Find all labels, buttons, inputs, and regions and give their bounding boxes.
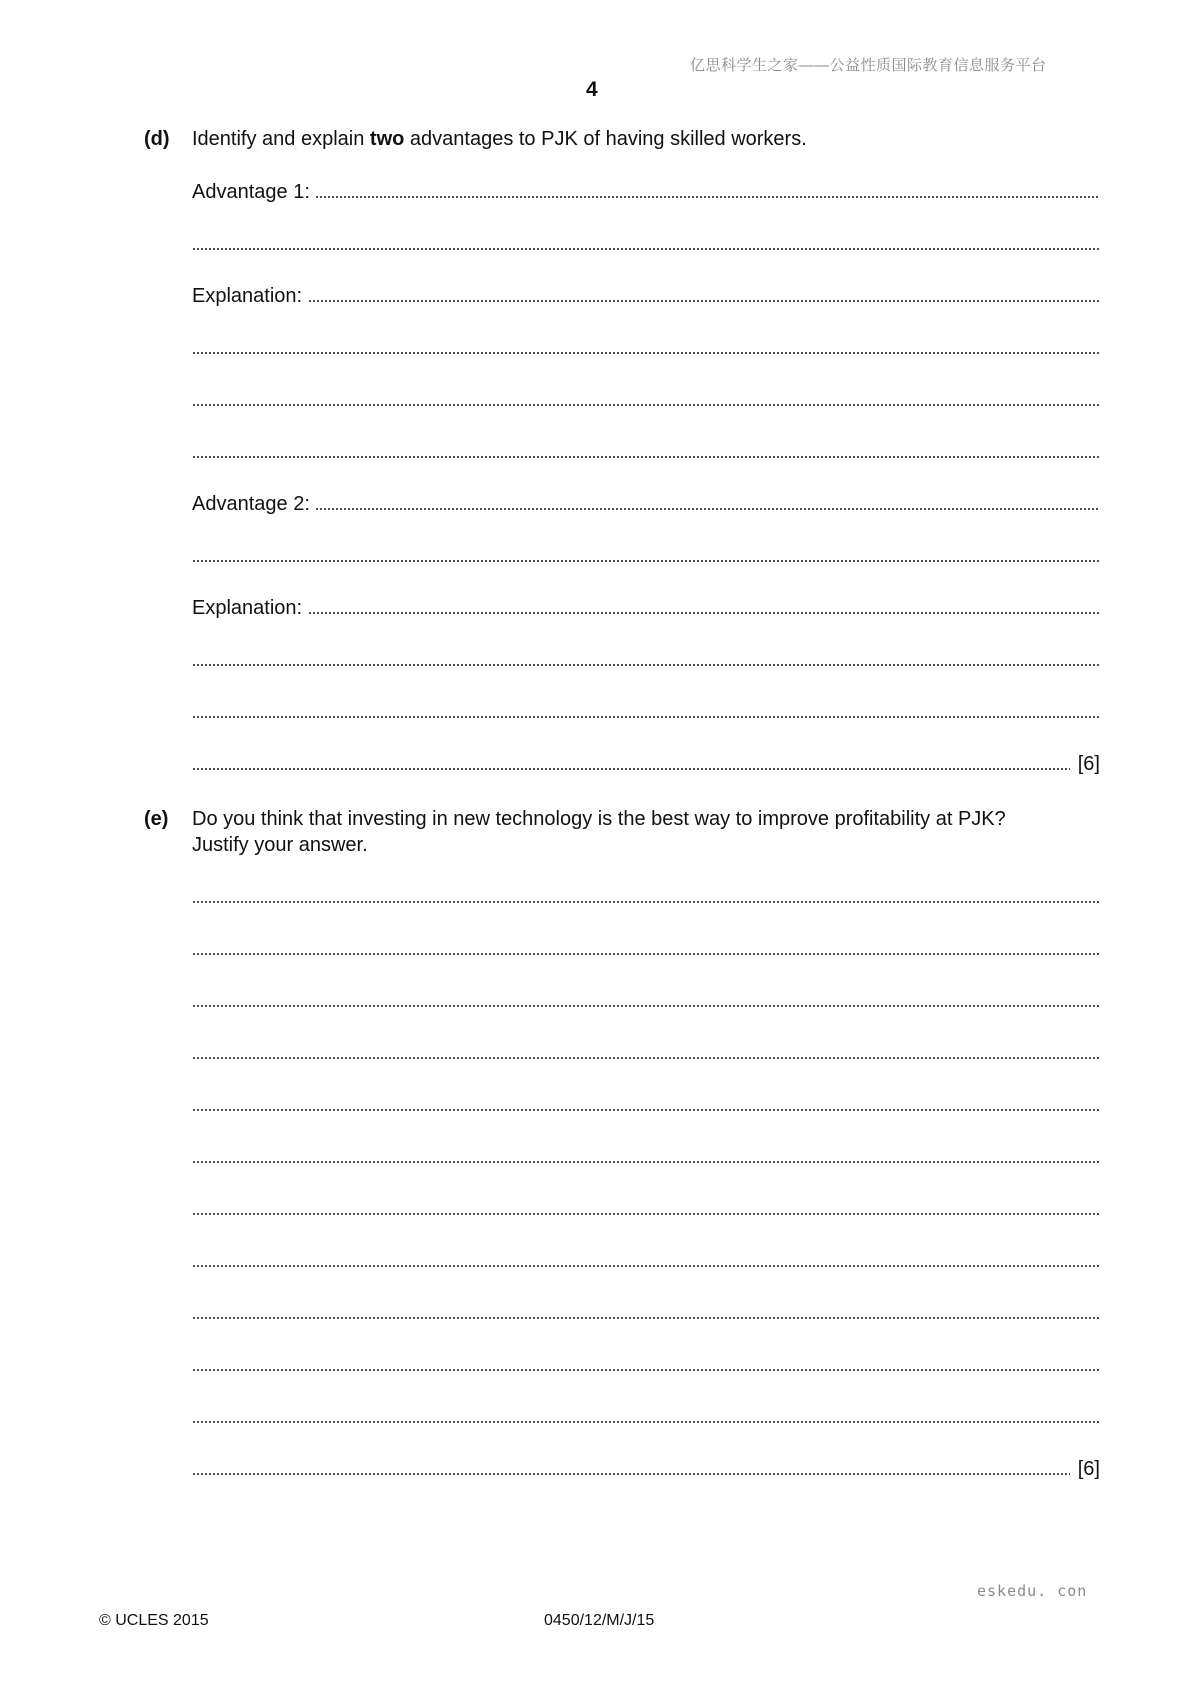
answer-line-advantage-2[interactable] <box>192 490 1100 516</box>
answer-line[interactable] <box>192 542 1100 568</box>
dotted-line <box>192 664 1100 666</box>
dotted-line <box>192 248 1100 250</box>
dotted-line <box>315 196 1100 198</box>
answer-line[interactable] <box>192 1143 1100 1169</box>
answer-line-advantage-1[interactable] <box>192 178 1100 204</box>
question-e-text-line-2: Justify your answer. <box>192 834 368 856</box>
dotted-line <box>308 300 1100 302</box>
explanation-1-label: Explanation: <box>192 285 308 307</box>
answer-line[interactable] <box>192 438 1100 464</box>
answer-line[interactable] <box>192 334 1100 360</box>
answer-line[interactable] <box>192 698 1100 724</box>
dotted-line <box>192 404 1100 406</box>
dotted-line <box>192 1005 1100 1007</box>
answer-line-final-e[interactable] <box>192 1455 1100 1481</box>
answer-line[interactable] <box>192 987 1100 1013</box>
answer-line[interactable] <box>192 935 1100 961</box>
dotted-line <box>192 1057 1100 1059</box>
page-number: 4 <box>586 78 598 101</box>
marks-label-e: [6] <box>1077 1458 1100 1480</box>
question-d-text-start: Identify and explain <box>192 128 370 150</box>
answer-line-final-d[interactable] <box>192 750 1100 776</box>
header-watermark: 亿思科学生之家——公益性质国际教育信息服务平台 <box>690 57 1047 74</box>
dotted-line <box>192 901 1100 903</box>
dotted-line <box>192 768 1070 770</box>
dotted-line <box>192 352 1100 354</box>
dotted-line <box>192 1265 1100 1267</box>
footer-watermark: eskedu. con <box>977 1582 1088 1600</box>
question-e-label: (e) <box>144 808 169 830</box>
answer-line[interactable] <box>192 1195 1100 1221</box>
answer-line[interactable] <box>192 646 1100 672</box>
question-d-text-end: advantages to PJK of having skilled workers. <box>404 128 807 150</box>
question-e-text-line-1: Do you think that investing in new technology is the best way to improve profitability at PJK? <box>192 808 1006 830</box>
advantage-1-label: Advantage 1: <box>192 181 316 203</box>
answer-line[interactable] <box>192 230 1100 256</box>
dotted-line <box>192 1161 1100 1163</box>
answer-line[interactable] <box>192 386 1100 412</box>
dotted-line <box>315 508 1100 510</box>
question-d-text-bold: two <box>369 128 405 150</box>
answer-line[interactable] <box>192 1351 1100 1377</box>
answer-line[interactable] <box>192 1039 1100 1065</box>
answer-line[interactable] <box>192 1247 1100 1273</box>
marks-label-d: [6] <box>1077 753 1100 775</box>
answer-line[interactable] <box>192 1091 1100 1117</box>
dotted-line <box>192 1421 1100 1423</box>
dotted-line <box>192 953 1100 955</box>
answer-line-explanation-2[interactable] <box>192 594 1100 620</box>
dotted-line <box>192 456 1100 458</box>
answer-line[interactable] <box>192 1403 1100 1429</box>
answer-line-explanation-1[interactable] <box>192 282 1100 308</box>
dotted-line <box>308 612 1100 614</box>
answer-line[interactable] <box>192 883 1100 909</box>
answer-line[interactable] <box>192 1299 1100 1325</box>
paper-code: 0450/12/M/J/15 <box>544 1612 655 1629</box>
dotted-line <box>192 1213 1100 1215</box>
explanation-2-label: Explanation: <box>192 597 308 619</box>
dotted-line <box>192 1317 1100 1319</box>
question-e-text <box>192 806 1100 858</box>
question-d-label: (d) <box>144 128 170 150</box>
copyright: © UCLES 2015 <box>99 1612 209 1629</box>
question-d-text <box>192 126 807 152</box>
dotted-line <box>192 1109 1100 1111</box>
dotted-line <box>192 716 1100 718</box>
dotted-line <box>192 560 1100 562</box>
advantage-2-label: Advantage 2: <box>192 493 316 515</box>
dotted-line <box>192 1369 1100 1371</box>
dotted-line <box>192 1473 1070 1475</box>
